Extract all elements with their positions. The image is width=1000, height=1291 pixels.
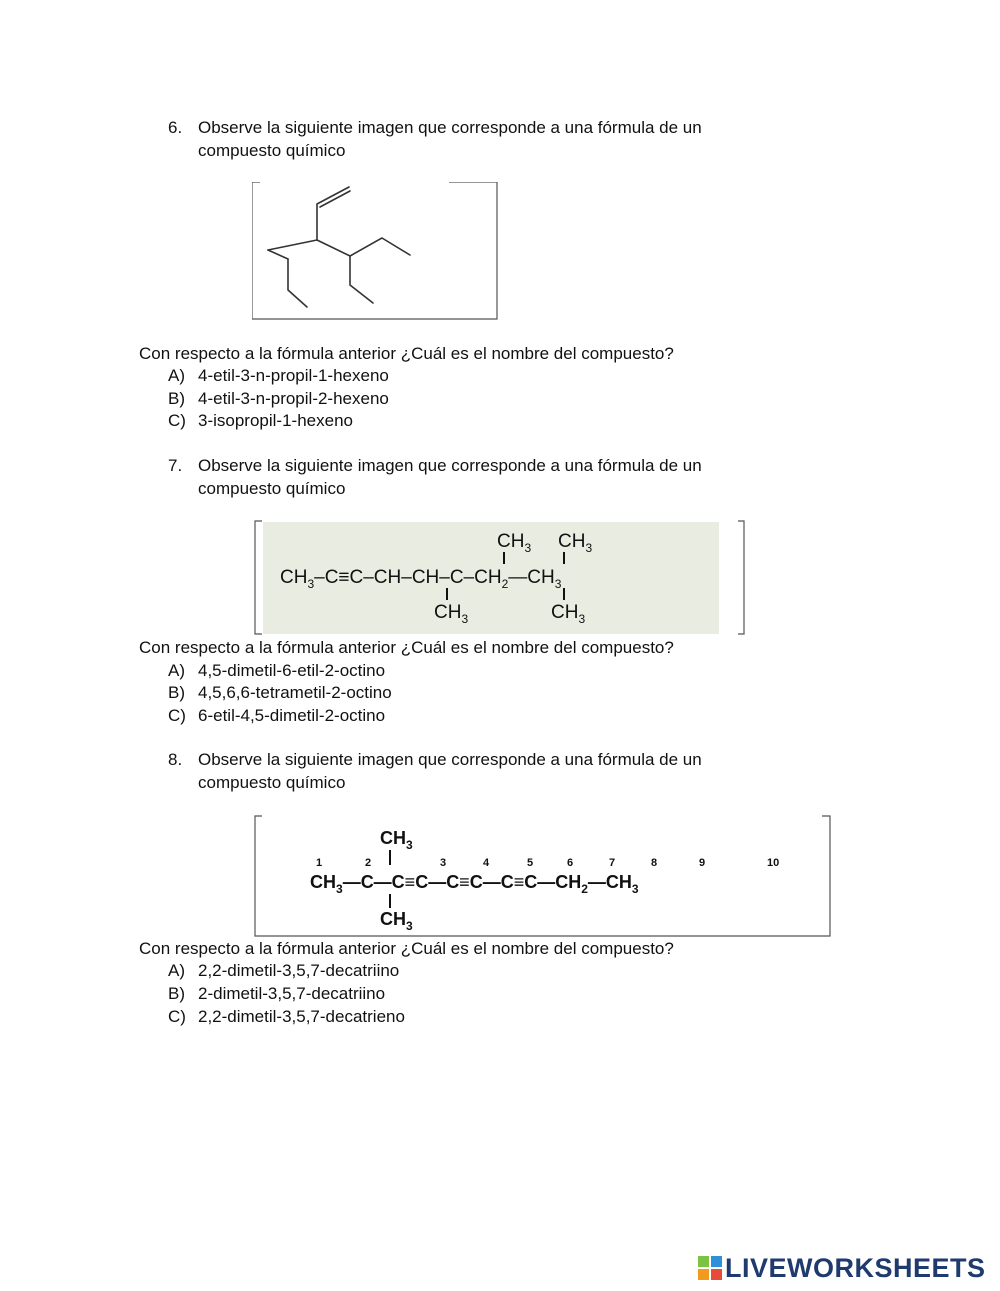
question-7-option-c[interactable]: [168, 704, 385, 727]
option-text: 2,2-dimetil-3,5,7-decatrieno: [198, 1007, 405, 1026]
skeletal-formula-6: [252, 182, 498, 320]
main-chain: $CH_3—C—C\equiv C—C\equiv C—C\equiv C—CH_2—CH_3$: [310, 872, 639, 896]
option-letter: B): [168, 984, 185, 1003]
condensed-formula-7: [254, 520, 746, 636]
question-7-ask: Con respecto a la fórmula anterior ¿Cuál es el nombre del compuesto?: [139, 638, 674, 657]
question-8-option-c[interactable]: [168, 1005, 405, 1028]
option-letter: C): [168, 1007, 186, 1026]
condensed-formula-8: [254, 815, 832, 938]
carbon-number-6: 6: [567, 857, 574, 869]
carbon-number-5: 5: [527, 857, 534, 869]
option-text: 4,5-dimetil-6-etil-2-octino: [198, 661, 386, 680]
option-text: 4-etil-3-n-propil-1-hexeno: [198, 366, 389, 385]
question-number: 6.: [168, 118, 183, 137]
option-letter: C): [168, 411, 186, 430]
main-chain: $CH_3-C\equiv C-CH-CH-C-CH_2—CH_3$: [280, 567, 562, 591]
top-methyl: $CH_3$: [380, 828, 413, 852]
bottom-methyl: $CH_3$: [380, 909, 413, 933]
option-letter: A): [168, 661, 185, 680]
question-prompt-line2: compuesto químico: [198, 141, 346, 160]
bottom-group-2: $CH_3$: [551, 602, 586, 626]
option-letter: B): [168, 389, 185, 408]
question-prompt-line1: Observe la siguiente imagen que corresponde a una fórmula de un: [198, 456, 702, 475]
carbon-number-1: 1: [316, 857, 323, 869]
question-6-prompt: [168, 116, 702, 139]
brand-name: LIVEWORKSHEETS: [725, 1252, 986, 1283]
question-7-option-a[interactable]: [168, 659, 385, 682]
carbon-number-10: 10: [767, 857, 780, 869]
top-group-2: $CH_3$: [558, 531, 593, 555]
question-7-option-b[interactable]: [168, 681, 392, 704]
carbon-number-7: 7: [609, 857, 616, 869]
question-6-option-c[interactable]: [168, 409, 353, 432]
option-letter: A): [168, 961, 185, 980]
option-text: 4-etil-3-n-propil-2-hexeno: [198, 389, 389, 408]
carbon-number-8: 8: [651, 857, 658, 869]
question-6-option-a[interactable]: [168, 364, 389, 387]
option-letter: B): [168, 683, 185, 702]
top-group-1: $CH_3$: [497, 531, 532, 555]
option-text: 6-etil-4,5-dimetil-2-octino: [198, 706, 386, 725]
question-prompt-line1: Observe la siguiente imagen que corresponde a una fórmula de un: [198, 750, 702, 769]
option-text: 2,2-dimetil-3,5,7-decatriino: [198, 961, 400, 980]
carbon-number-9: 9: [699, 857, 706, 869]
question-prompt-line2: compuesto químico: [198, 773, 346, 792]
liveworksheets-logo-icon: [698, 1256, 722, 1280]
option-letter: C): [168, 706, 186, 725]
question-number: 8.: [168, 750, 183, 769]
question-7-structure-image: [254, 520, 746, 636]
question-number: 7.: [168, 456, 183, 475]
carbon-number-2: 2: [365, 857, 372, 869]
question-6-structure-image: [252, 182, 498, 320]
question-8-option-a[interactable]: [168, 959, 399, 982]
question-8-ask: Con respecto a la fórmula anterior ¿Cuál es el nombre del compuesto?: [139, 939, 674, 958]
question-8-prompt: [168, 748, 702, 771]
option-text: 3-isopropil-1-hexeno: [198, 411, 353, 430]
bottom-group-1: $CH_3$: [434, 602, 469, 626]
option-text: 2-dimetil-3,5,7-decatriino: [198, 984, 386, 1003]
option-letter: A): [168, 366, 185, 385]
question-8-structure-image: [254, 815, 832, 938]
question-6-option-b[interactable]: [168, 387, 389, 410]
option-text: 4,5,6,6-tetrametil-2-octino: [198, 683, 392, 702]
question-prompt-line2: compuesto químico: [198, 479, 346, 498]
carbon-number-4: 4: [483, 857, 490, 869]
question-6-ask: Con respecto a la fórmula anterior ¿Cuál es el nombre del compuesto?: [139, 344, 674, 363]
question-prompt-line1: Observe la siguiente imagen que corresponde a una fórmula de un: [198, 118, 702, 137]
question-7-prompt: [168, 454, 702, 477]
carbon-number-3: 3: [440, 857, 447, 869]
liveworksheets-logo[interactable]: [698, 1253, 986, 1283]
question-8-option-b[interactable]: [168, 982, 385, 1005]
